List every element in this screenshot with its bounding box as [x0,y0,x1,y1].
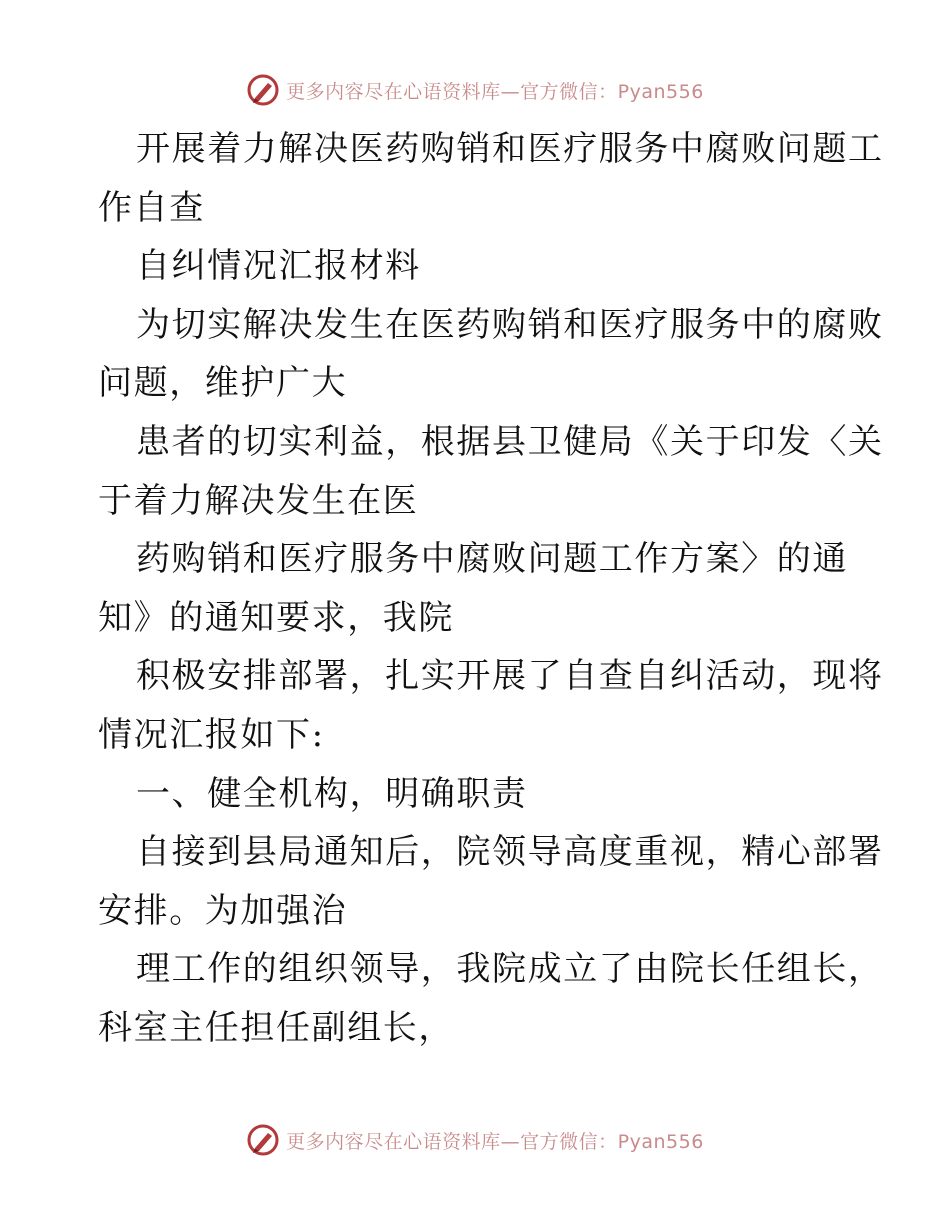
text-line: 为切实解决发生在医药购销和医疗服务中的腐败 [136,304,884,345]
text-line: 药购销和医疗服务中腐败问题工作方案〉的通 [136,539,848,580]
text-line: 理工作的组织领导，我院成立了由院长任组长， [136,949,884,990]
footer-banner [0,1120,950,1160]
section-heading: 一、健全机构，明确职责 [136,773,528,814]
text-line: 积极安排部署，扎实开展了自查自纠活动，现将 [136,656,884,697]
pen-logo-icon [246,1123,280,1157]
text-line: 自纠情况汇报材料 [136,246,421,287]
text-line: 开展着力解决医药购销和医疗服务中腐败问题工 [136,129,884,169]
text-line: 于着力解决发生在医 [98,480,419,521]
header-banner-text: 更多内容尽在心语资料库—官方微信：Pyan556 [286,80,704,103]
text-line: 问题，维护广大 [98,363,348,404]
text-line: 情况汇报如下: [98,714,325,755]
document-body [98,120,884,1058]
text-line: 自接到县局通知后，院领导高度重视，精心部署 [136,832,884,873]
text-line: 患者的切实利益，根据县卫健局《关于印发〈关 [136,421,884,462]
text-line: 作自查 [98,187,205,228]
header-banner [0,70,950,110]
pen-logo-icon [246,73,280,107]
footer-banner-text: 更多内容尽在心语资料库—官方微信：Pyan556 [286,1130,704,1153]
text-line: 知》的通知要求，我院 [98,597,454,638]
text-line: 科室主任担任副组长， [98,1007,454,1048]
text-line: 安排。为加强治 [98,890,348,931]
